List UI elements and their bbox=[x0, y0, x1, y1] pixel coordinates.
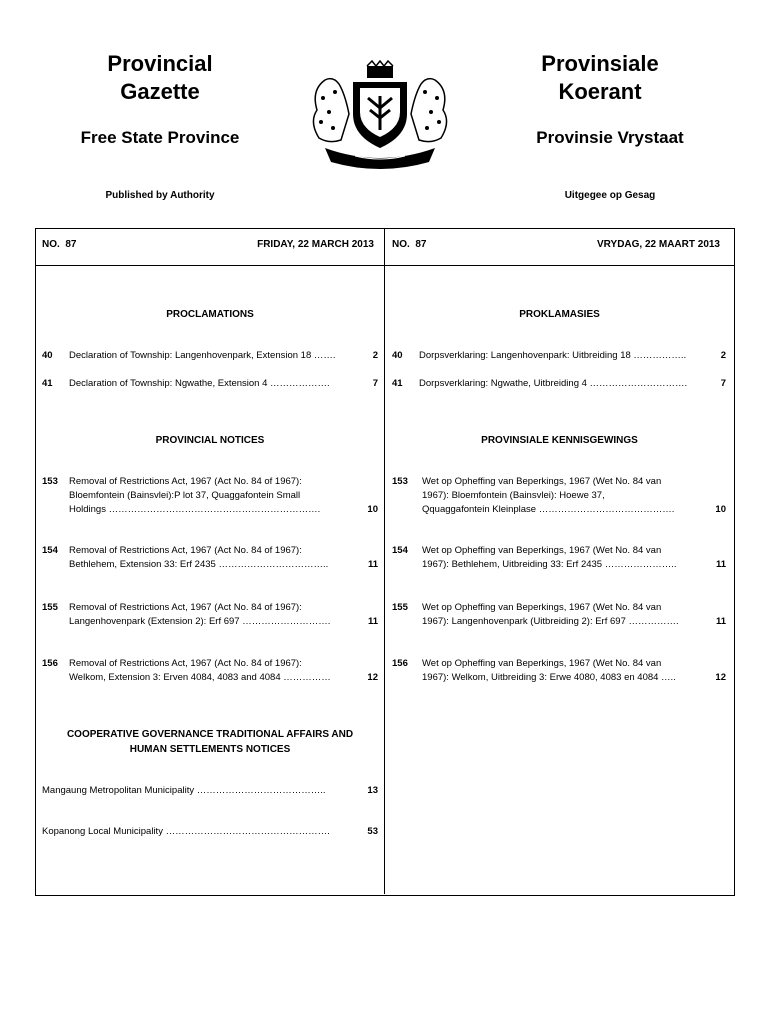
entry-page: 2 bbox=[372, 350, 378, 361]
title-af-line2: Koerant bbox=[558, 79, 642, 104]
issue-no-en bbox=[42, 239, 76, 250]
title-en-line2: Gazette bbox=[120, 79, 200, 104]
entry-text bbox=[69, 544, 328, 572]
entry-line: Wet op Opheffing van Beperkings, 1967 (Wet No. 84 van bbox=[422, 545, 662, 556]
notice-en-154 bbox=[42, 544, 378, 572]
entry-page: 2 bbox=[720, 350, 726, 361]
entry-text bbox=[69, 601, 330, 629]
entry-text: Dorpsverklaring: Langenhovenpark: Uitbreiding 18 …………….. bbox=[419, 350, 687, 361]
entry-number: 155 bbox=[392, 602, 408, 613]
entry-line: Qquaggafontein Kleinplase ……………………………………. bbox=[422, 504, 675, 515]
entry-line: Wet op Opheffing van Beperkings, 1967 (Wet No. 84 van bbox=[422, 658, 662, 669]
entry-line: Bloemfontein (Bainsvlei):P lot 37, Quaggafontein Small bbox=[69, 490, 301, 501]
entry-text bbox=[422, 601, 679, 629]
proclamations-heading-en: PROCLAMATIONS bbox=[166, 309, 254, 320]
authority-af: Uitgegee op Gesag bbox=[564, 190, 656, 201]
coop-heading-line2: HUMAN SETTLEMENTS NOTICES bbox=[129, 744, 291, 755]
notice-en-155 bbox=[42, 601, 378, 629]
issue-no-label-en: NO. bbox=[42, 239, 60, 250]
entry-number: 41 bbox=[42, 378, 53, 389]
entry-line: Removal of Restrictions Act, 1967 (Act No. 84 of 1967): bbox=[69, 602, 302, 613]
subtitle-af: Provinsie Vrystaat bbox=[536, 128, 684, 147]
title-af-line1: Provinsiale bbox=[541, 51, 659, 76]
notices-heading-en: PROVINCIAL NOTICES bbox=[155, 435, 265, 446]
entry-text: Kopanong Local Municipality ……………………………………………. bbox=[42, 826, 330, 837]
entry-line: Removal of Restrictions Act, 1967 (Act No. 84 of 1967): bbox=[69, 658, 302, 669]
entry-line: Wet op Opheffing van Beperkings, 1967 (Wet No. 84 van bbox=[422, 476, 662, 487]
entry-page: 11 bbox=[367, 616, 378, 627]
entry-line: Welkom, Extension 3: Erven 4084, 4083 and 4084 …………… bbox=[69, 672, 331, 683]
entry-page: 11 bbox=[715, 616, 726, 627]
coop-heading bbox=[36, 727, 384, 757]
notice-af-156 bbox=[392, 657, 726, 685]
entry-line: 1967): Bethlehem, Uitbreiding 33: Erf 2435 ………………….. bbox=[422, 559, 677, 570]
entry-page: 11 bbox=[715, 559, 726, 570]
entry-number: 155 bbox=[42, 602, 58, 613]
entry-text bbox=[422, 544, 677, 572]
notice-af-155 bbox=[392, 601, 726, 629]
entry-page: 12 bbox=[367, 672, 378, 683]
entry-line: Removal of Restrictions Act, 1967 (Act No. 84 of 1967): bbox=[69, 545, 302, 556]
proclamations-heading-af: PROKLAMASIES bbox=[519, 309, 600, 320]
entry-line: Removal of Restrictions Act, 1967 (Act No. 84 of 1967): bbox=[69, 476, 302, 487]
issue-date-af: VRYDAG, 22 MAART 2013 bbox=[597, 239, 720, 250]
entry-number: 40 bbox=[42, 350, 53, 361]
entry-line: 1967): Bloemfontein (Bainsvlei): Hoewe 37, bbox=[422, 490, 605, 501]
issue-date-en: FRIDAY, 22 MARCH 2013 bbox=[257, 239, 374, 250]
entry-number: 156 bbox=[42, 658, 58, 669]
entry-text bbox=[69, 657, 331, 685]
entry-text: Declaration of Township: Langenhovenpark, Extension 18 ……. bbox=[69, 350, 336, 361]
entry-number: 153 bbox=[42, 476, 58, 487]
entry-page: 12 bbox=[715, 672, 726, 683]
entry-number: 154 bbox=[392, 545, 408, 556]
entry-page: 11 bbox=[367, 559, 378, 570]
contents-frame bbox=[35, 228, 735, 896]
entry-line: Bethlehem, Extension 33: Erf 2435 …………………………….. bbox=[69, 559, 329, 570]
entry-page: 7 bbox=[720, 378, 726, 389]
entry-page: 10 bbox=[367, 504, 378, 515]
entry-text bbox=[422, 657, 676, 685]
entry-page: 13 bbox=[367, 785, 378, 796]
issue-no-label-af: NO. bbox=[392, 239, 410, 250]
entry-line: Holdings …………………………………………………………. bbox=[69, 504, 321, 515]
entry-text bbox=[69, 475, 320, 517]
notice-af-154 bbox=[392, 544, 726, 572]
entry-text: Mangaung Metropolitan Municipality ………………………………….. bbox=[42, 785, 326, 796]
notices-heading-af: PROVINSIALE KENNISGEWINGS bbox=[481, 435, 638, 446]
notice-af-153 bbox=[392, 475, 726, 517]
issue-no-value-af: 87 bbox=[415, 239, 427, 250]
coat-of-arms-icon bbox=[305, 60, 455, 172]
coop-heading-line1: COOPERATIVE GOVERNANCE TRADITIONAL AFFAIRS AND bbox=[66, 729, 354, 740]
entry-number: 154 bbox=[42, 545, 58, 556]
issue-no-af bbox=[392, 239, 426, 250]
entry-page: 53 bbox=[367, 826, 378, 837]
entry-text: Declaration of Township: Ngwathe, Extension 4 ………………. bbox=[69, 378, 330, 389]
title-af bbox=[500, 50, 700, 106]
entry-text: Dorpsverklaring: Ngwathe, Uitbreiding 4 …………………………. bbox=[419, 378, 688, 389]
entry-number: 41 bbox=[392, 378, 403, 389]
title-en-line1: Provincial bbox=[107, 51, 213, 76]
entry-number: 153 bbox=[392, 476, 408, 487]
entry-line: Wet op Opheffing van Beperkings, 1967 (Wet No. 84 van bbox=[422, 602, 662, 613]
entry-page: 10 bbox=[715, 504, 726, 515]
entry-line: Langenhovenpark (Extension 2): Erf 697 ………………………. bbox=[69, 616, 331, 627]
entry-line: 1967): Langenhovenpark (Uitbreiding 2): Erf 697 ……………. bbox=[422, 616, 679, 627]
notice-en-153 bbox=[42, 475, 378, 517]
issue-no-value-en: 87 bbox=[65, 239, 77, 250]
authority-en: Published by Authority bbox=[105, 190, 215, 201]
subtitle-en: Free State Province bbox=[80, 128, 240, 147]
entry-page: 7 bbox=[372, 378, 378, 389]
column-divider bbox=[384, 229, 385, 894]
header-divider bbox=[36, 265, 734, 266]
entry-number: 40 bbox=[392, 350, 403, 361]
entry-text bbox=[422, 475, 674, 517]
notice-en-156 bbox=[42, 657, 378, 685]
entry-number: 156 bbox=[392, 658, 408, 669]
title-en bbox=[60, 50, 260, 106]
entry-line: 1967): Welkom, Uitbreiding 3: Erwe 4080, 4083 en 4084 ….. bbox=[422, 672, 676, 683]
